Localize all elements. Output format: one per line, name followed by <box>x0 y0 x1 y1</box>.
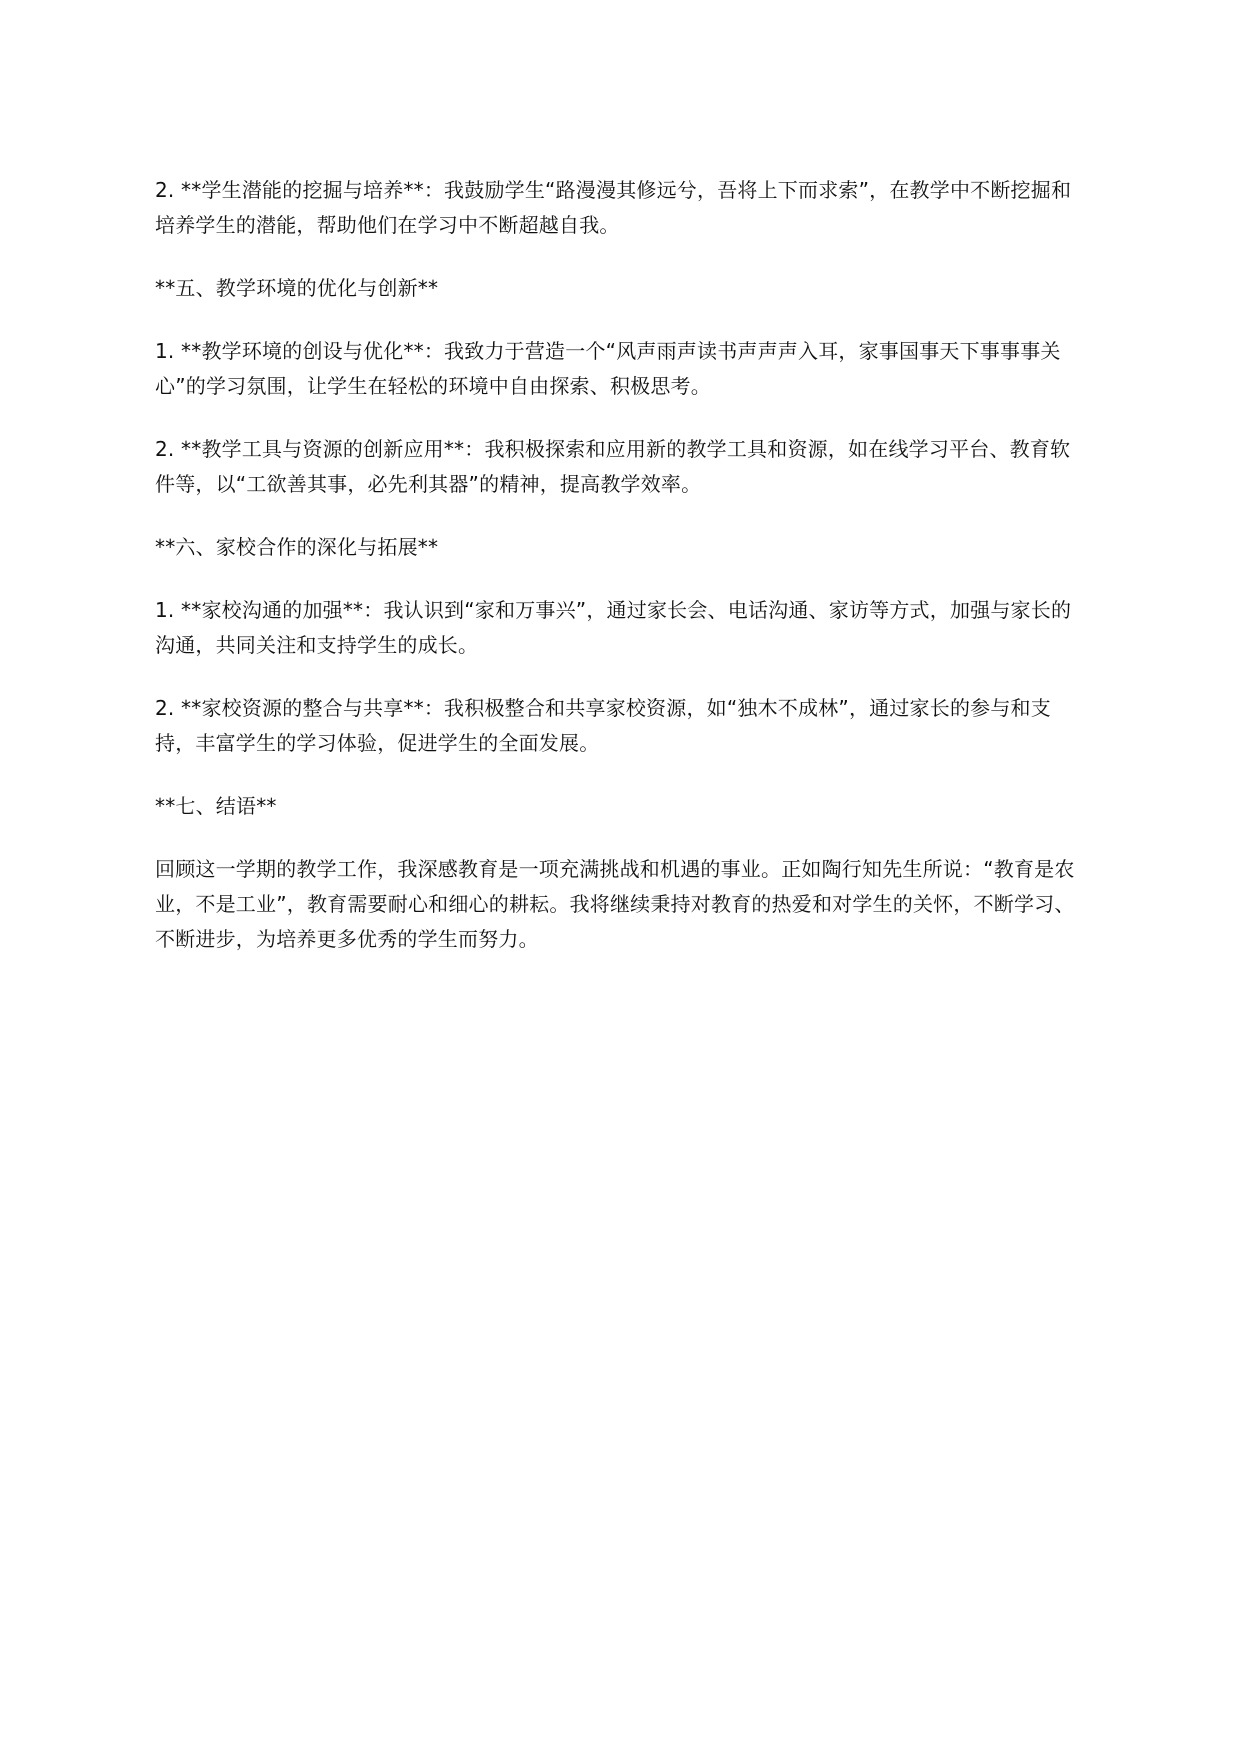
paragraph-home-school-communication: 1. **家校沟通的加强**：我认识到“家和万事兴”，通过家长会、电话沟通、家访等方式，加强与家长的沟通，共同关注和支持学生的成长。 <box>155 598 1072 657</box>
paragraph-environment-creation: 1. **教学环境的创设与优化**：我致力于营造一个“风声雨声读书声声声入耳，家事国事天下事事事关心”的学习氛围，让学生在轻松的环境中自由探索、积极思考。 <box>155 339 1061 398</box>
section-heading-home-school: **六、家校合作的深化与拓展** <box>155 535 439 559</box>
section-heading-environment: **五、教学环境的优化与创新** <box>155 276 439 300</box>
paragraph-home-school-resources: 2. **家校资源的整合与共享**：我积极整合和共享家校资源，如“独木不成林”，通过家长的参与和支持，丰富学生的学习体验，促进学生的全面发展。 <box>155 696 1051 755</box>
paragraph-conclusion: 回顾这一学期的教学工作，我深感教育是一项充满挑战和机遇的事业。正如陶行知先生所说：“教育是农业，不是工业”，教育需要耐心和细心的耕耘。我将继续秉持对教育的热爱和对学生的关怀，不断学习、不断进步，为培养更多优秀的学生而努力。 <box>155 857 1075 951</box>
paragraph-student-potential: 2. **学生潜能的挖掘与培养**：我鼓励学生“路漫漫其修远兮，吾将上下而求索”，在教学中不断挖掘和培养学生的潜能，帮助他们在学习中不断超越自我。 <box>155 178 1072 237</box>
document-content <box>155 173 1085 985</box>
paragraph-tools-resources: 2. **教学工具与资源的创新应用**：我积极探索和应用新的教学工具和资源，如在线学习平台、教育软件等，以“工欲善其事，必先利其器”的精神，提高教学效率。 <box>155 437 1071 496</box>
section-heading-conclusion: **七、结语** <box>155 794 277 818</box>
